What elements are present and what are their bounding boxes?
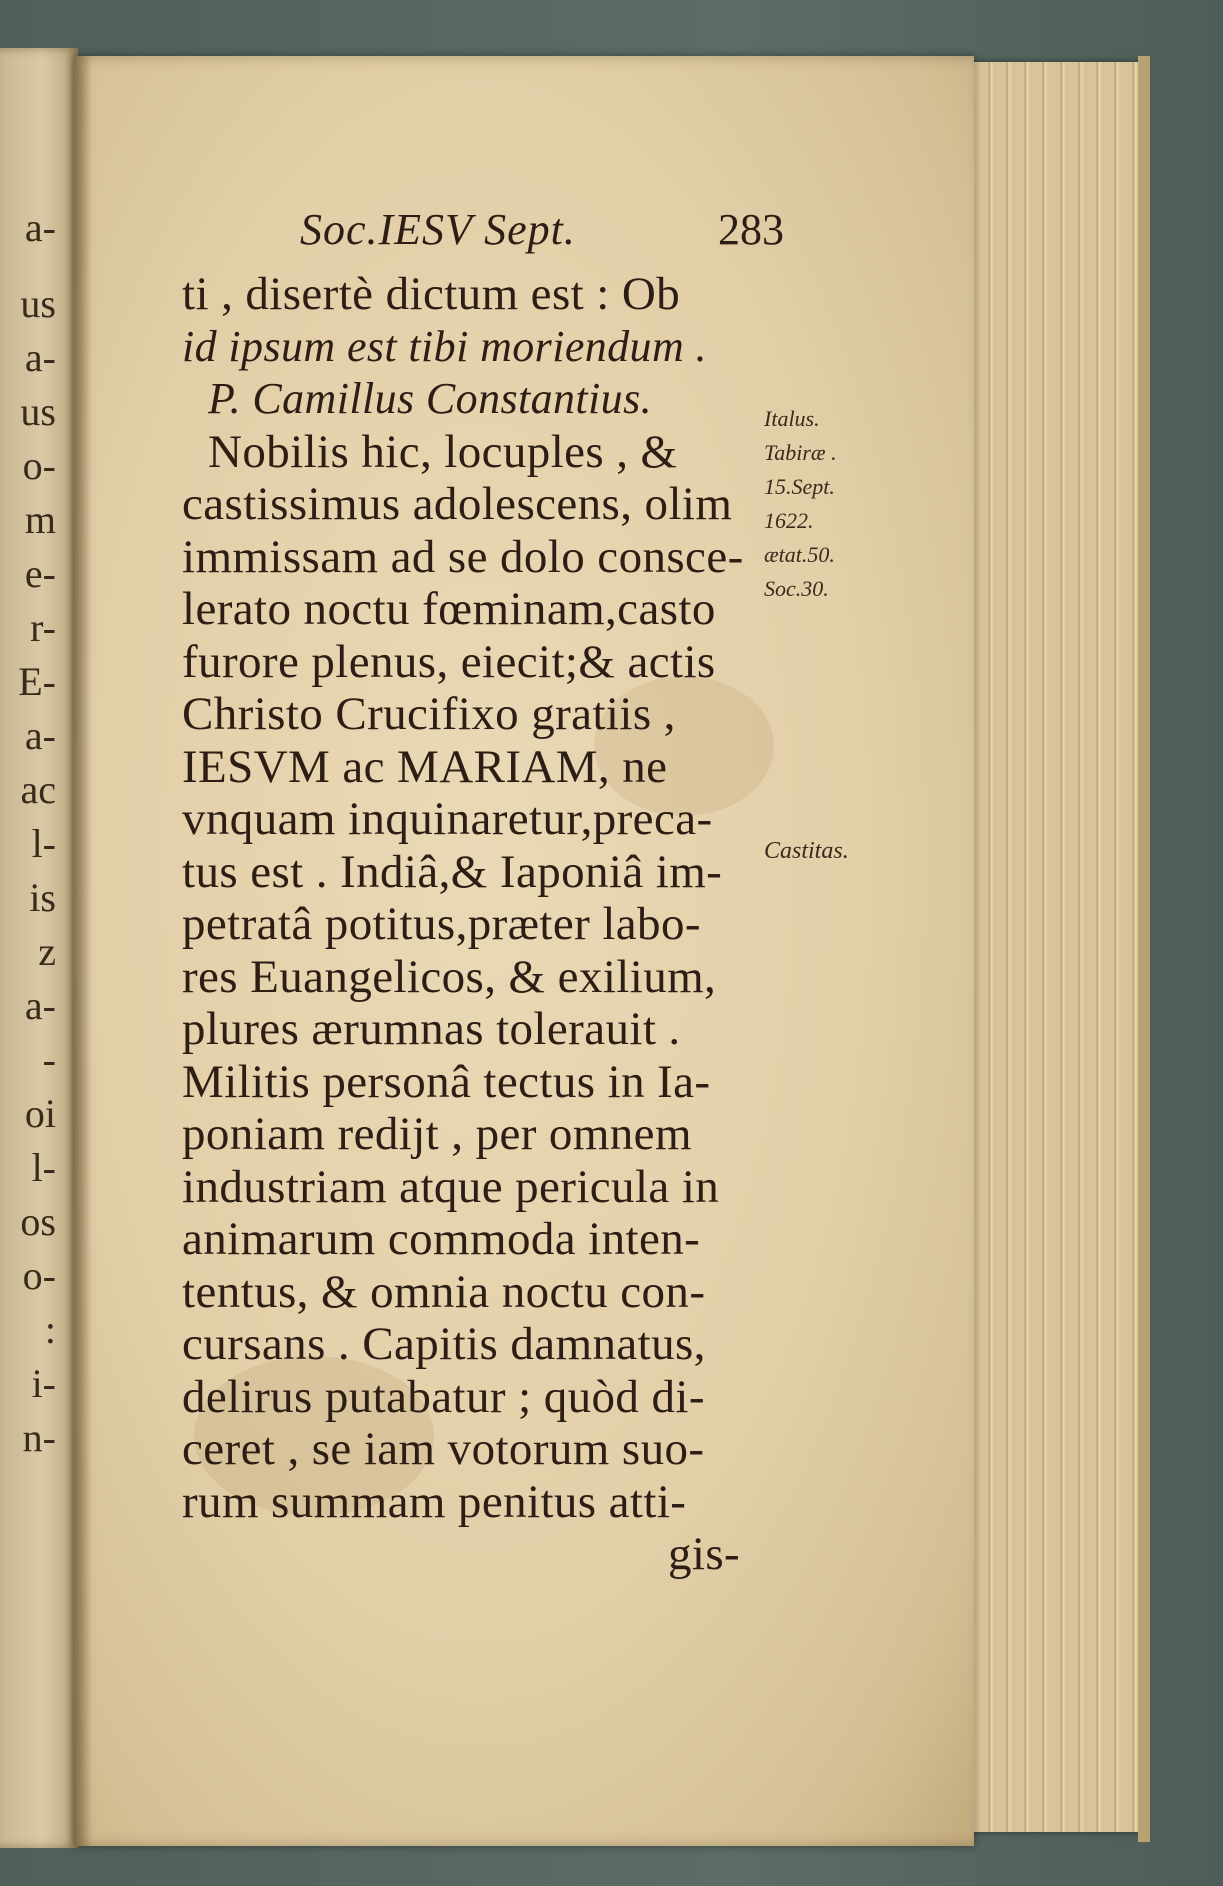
left-page-edge xyxy=(0,48,78,1848)
margin-note-castitas: Castitas. xyxy=(764,838,849,864)
left-fragment: l- xyxy=(31,821,56,866)
text-line: animarum commoda inten- xyxy=(182,1213,701,1265)
left-fragment: os xyxy=(20,1199,56,1244)
margin-note: Italus. xyxy=(764,406,820,431)
left-fragment: a- xyxy=(24,713,56,758)
left-fragment: ac xyxy=(20,767,56,812)
running-header xyxy=(182,204,822,268)
margin-note: 15.Sept. xyxy=(764,474,835,499)
text-line: furore plenus, eiecit;& actis xyxy=(182,635,716,688)
text-line: poniam redijt , per omnem xyxy=(182,1108,692,1160)
text-line: rum summam penitus atti- xyxy=(182,1475,687,1528)
left-fragment: a- xyxy=(24,983,56,1028)
margin-notes xyxy=(764,402,914,864)
text-line: vnquam inquinaretur,preca- xyxy=(182,793,713,845)
text-line: Nobilis hic, locuples , & xyxy=(208,425,678,478)
catchword: gis- xyxy=(668,1528,741,1580)
text-line: castissimus adolescens, olim xyxy=(182,478,733,530)
left-fragment: us xyxy=(20,389,56,434)
left-fragment: r- xyxy=(30,605,56,650)
left-fragment: oi xyxy=(24,1091,56,1136)
text-line: plures ærumnas tolerauit . xyxy=(182,1003,681,1055)
text-line: id ipsum est tibi moriendum . xyxy=(182,321,707,371)
left-fragment: l- xyxy=(31,1145,56,1190)
left-fragment: us xyxy=(20,281,56,326)
text-line: ceret , se iam votorum suo- xyxy=(182,1423,705,1475)
text-line: IESVM ac MARIAM, ne xyxy=(182,740,668,793)
left-fragment: o- xyxy=(22,443,56,488)
section-heading: P. Camillus Constantius. xyxy=(208,374,652,423)
text-line: Christo Crucifixo gratiis , xyxy=(182,688,676,740)
left-fragment: is xyxy=(29,875,56,920)
text-line: lerato noctu fœminam,casto xyxy=(182,583,716,635)
text-line: petratâ potitus,præter labo- xyxy=(182,898,701,950)
left-fragment: e- xyxy=(24,551,56,596)
text-line: ti , disertè dictum est : Ob xyxy=(182,268,681,320)
text-block xyxy=(182,204,822,1581)
left-fragment: E- xyxy=(18,659,56,704)
page-edges-stack xyxy=(960,62,1140,1832)
margin-note: Soc.30. xyxy=(764,576,829,601)
text-line: industriam atque pericula in xyxy=(182,1160,720,1213)
left-fragment: - xyxy=(42,1037,56,1082)
left-fragment: i- xyxy=(31,1361,56,1406)
margin-note: 1622. xyxy=(764,508,814,533)
left-fragment: o- xyxy=(22,1253,56,1298)
text-line: Militis personâ tectus in Ia- xyxy=(182,1055,711,1108)
book-cover-edge xyxy=(1138,56,1150,1842)
left-fragment: a- xyxy=(24,335,56,380)
text-line: immissam ad se dolo consce- xyxy=(182,530,744,583)
text-line: cursans . Capitis damnatus, xyxy=(182,1318,706,1370)
left-fragment: : xyxy=(44,1307,56,1352)
running-title: Soc.IESV Sept. xyxy=(300,205,576,254)
margin-note: Tabiræ . xyxy=(764,440,837,465)
left-page-text-fragments xyxy=(2,48,62,1848)
gutter-shadow xyxy=(74,56,92,1846)
text-line: tentus, & omnia noctu con- xyxy=(182,1265,706,1318)
left-fragment: a- xyxy=(24,205,56,250)
left-fragment: m xyxy=(24,497,56,542)
page-number: 283 xyxy=(718,205,784,254)
text-line: res Euangelicos, & exilium, xyxy=(182,950,717,1003)
left-fragment: n- xyxy=(22,1415,56,1460)
text-line: delirus putabatur ; quòd di- xyxy=(182,1370,705,1423)
book-page xyxy=(74,56,974,1846)
margin-note: ætat.50. xyxy=(764,542,835,567)
left-fragment: z xyxy=(38,929,56,974)
text-line: tus est . Indiâ,& Iaponiâ im- xyxy=(182,845,723,898)
